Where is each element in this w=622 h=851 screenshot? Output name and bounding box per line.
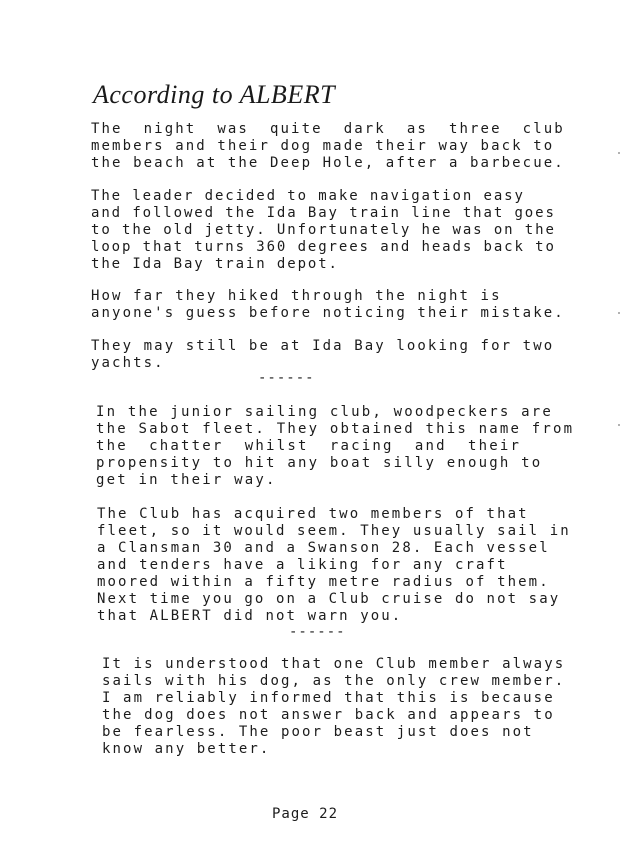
text-line: moored within a fifty metre radius of them. [97, 574, 550, 590]
text-line: Next time you go on a Club cruise do not say [97, 591, 561, 607]
text-line: It is understood that one Club member always [102, 656, 566, 672]
text-line: How far they hiked through the night is [91, 288, 502, 304]
text-line: sails with his dog, as the only crew member. [102, 673, 566, 689]
paragraph-woodpeckers [96, 404, 575, 489]
text-line: yachts. [91, 355, 165, 371]
text-line: and followed the Ida Bay train line that goes [91, 205, 556, 221]
page-title: According to ALBERT [93, 80, 336, 109]
text-line: get in their way. [96, 472, 277, 488]
text-line: the beach at the Deep Hole, after a barbecue. [91, 155, 565, 171]
text-line: members and their dog made their way back to [91, 138, 555, 154]
scan-speck [618, 424, 620, 426]
text-line: the Sabot fleet. They obtained this name from [96, 421, 575, 437]
page-number: Page 22 [272, 806, 339, 822]
text-line: propensity to hit any boat silly enough to [96, 455, 543, 471]
text-line: and tenders have a liking for any craft [97, 557, 508, 573]
text-line: know any better. [102, 741, 271, 757]
text-line: anyone's guess before noticing their mistake. [91, 305, 565, 321]
text-line: to the old jetty. Unfortunately he was on the [91, 222, 556, 238]
text-line: The Club has acquired two members of that [97, 506, 529, 522]
text-line: They may still be at Ida Bay looking for two [91, 338, 555, 354]
section-separator: ------ [258, 370, 315, 386]
paragraph-club-members [97, 506, 571, 625]
paragraph-dog-crew [102, 656, 572, 758]
text-line: that ALBERT did not warn you. [97, 608, 403, 624]
text-line: In the junior sailing club, woodpeckers are [96, 404, 554, 420]
scan-speck [618, 152, 620, 154]
section-separator: ------ [289, 624, 346, 640]
text-line: the chatter whilst racing and their [96, 438, 522, 454]
text-line: loop that turns 360 degrees and heads back to [91, 239, 556, 255]
text-line: The night was quite dark as three club [91, 121, 565, 137]
text-line: I am reliably informed that this is because [102, 690, 555, 706]
text-line: fleet, so it would seem. They usually sail in [97, 523, 571, 539]
text-line: the dog does not answer back and appears to [102, 707, 555, 723]
paragraph-navigation [91, 188, 561, 273]
paragraph-night-walk [91, 121, 565, 172]
paragraph-ida-bay [91, 338, 561, 372]
text-line: The leader decided to make navigation easy [91, 188, 525, 204]
text-line: the Ida Bay train depot. [91, 256, 339, 272]
scan-speck [618, 312, 620, 314]
text-line: a Clansman 30 and a Swanson 28. Each vessel [97, 540, 550, 556]
text-line: be fearless. The poor beast just does not [102, 724, 534, 740]
paragraph-hike [91, 288, 565, 322]
